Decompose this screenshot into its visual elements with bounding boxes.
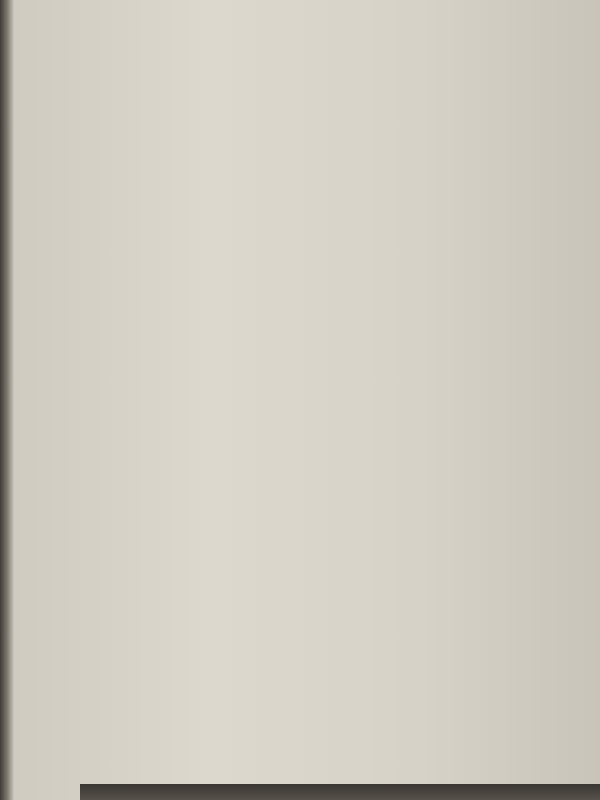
page-bottom-shadow (80, 784, 600, 800)
page-binding-edge (0, 0, 14, 800)
